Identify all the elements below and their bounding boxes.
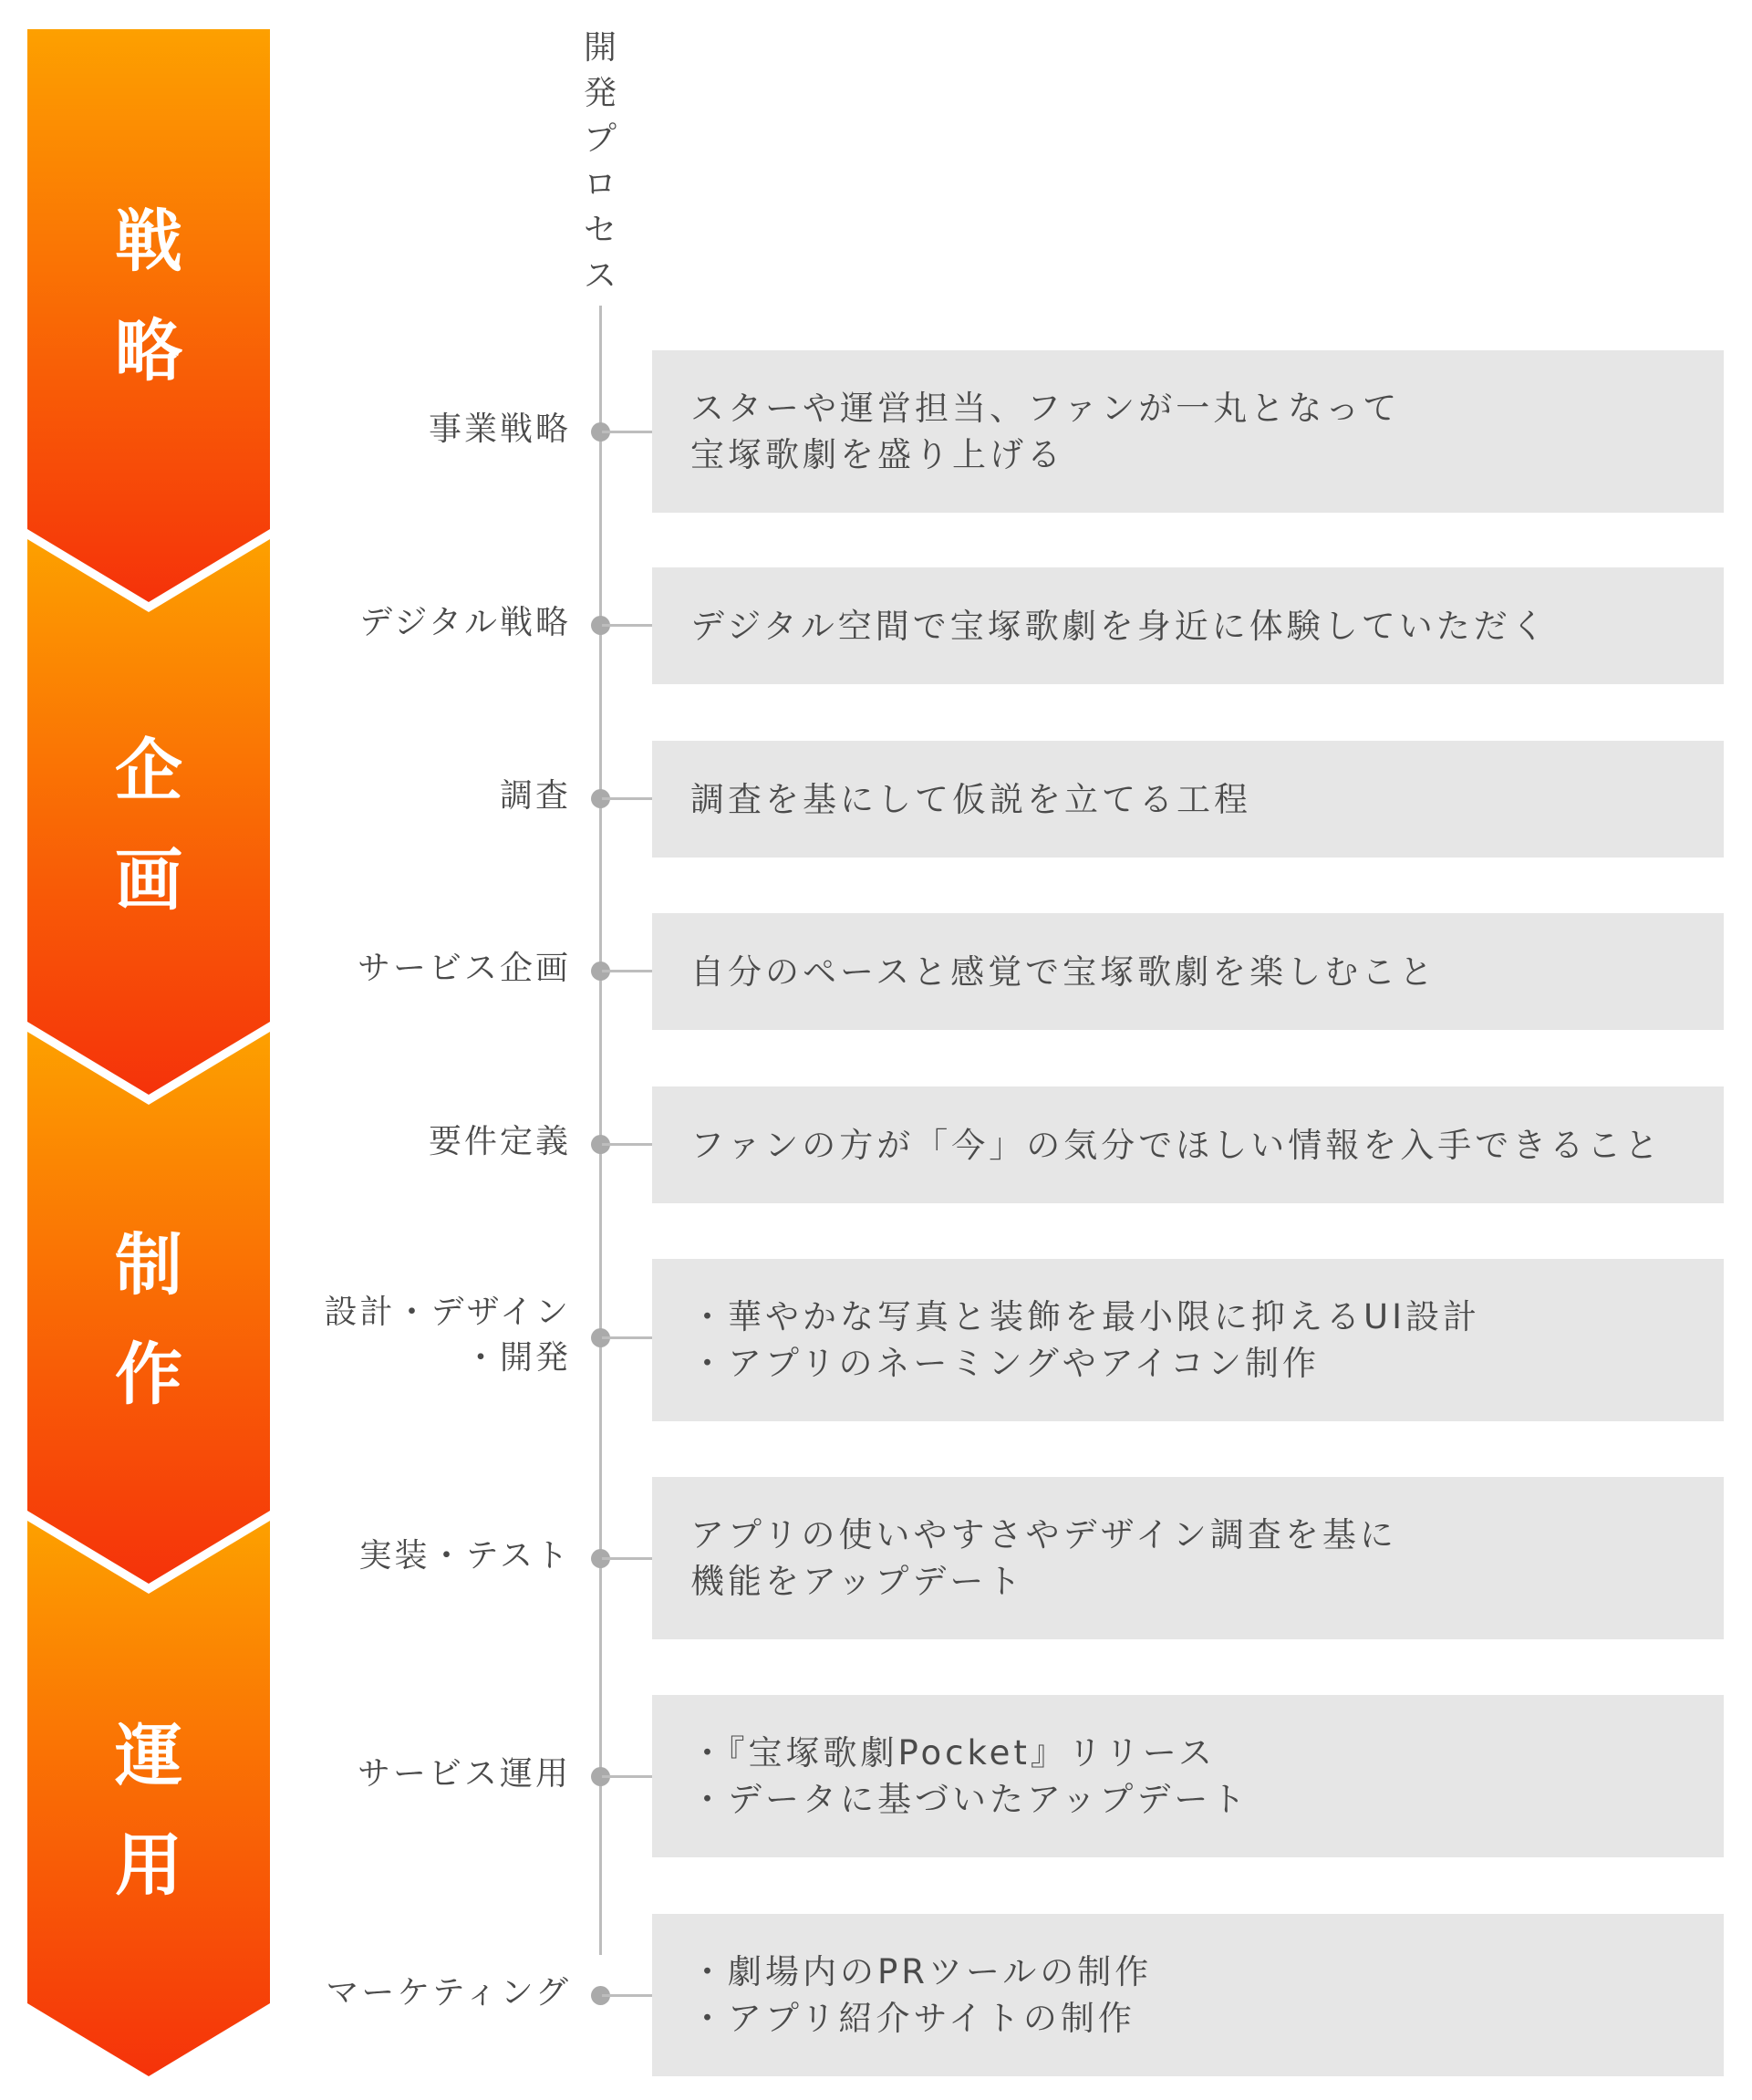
step-description: 自分のペースと感覚で宝塚歌劇を楽しむこと	[690, 951, 1437, 992]
timeline-connector	[602, 1143, 653, 1146]
phase-label-operation-1: 運	[115, 1717, 182, 1795]
diagram-title: 開発プロセス	[583, 29, 617, 295]
phase-label-operation-2: 用	[115, 1826, 182, 1905]
step-description: ・華やかな写真と装飾を最小限に抑えるUI設計 ・アプリのネーミングやアイコン制作	[690, 1297, 1480, 1383]
phase-label-planning-1: 企	[115, 732, 182, 810]
step-description-box	[652, 1477, 1724, 1639]
step-description-box	[652, 350, 1724, 513]
step-label-digital-strategy: デジタル戦略	[359, 604, 571, 641]
phase-label-strategy-1: 戦	[115, 203, 182, 281]
step-label-design-development: 設計・デザイン ・開発	[324, 1294, 571, 1377]
step-label-service-operation: サービス運用	[357, 1755, 571, 1793]
phase-label-strategy-2: 略	[115, 312, 182, 390]
step-label-business-strategy: 事業戦略	[428, 411, 571, 448]
step-description: アプリの使いやすさやデザイン調査を基に 機能をアップデート	[690, 1515, 1397, 1601]
step-label-service-planning: サービス企画	[357, 950, 571, 987]
phase-segment-operation	[27, 1521, 270, 2076]
step-description-box	[652, 567, 1724, 684]
timeline-connector	[602, 624, 653, 627]
step-description: スターや運営担当、ファンが一丸となって 宝塚歌劇を盛り上げる	[690, 389, 1401, 474]
step-description-box	[652, 741, 1724, 858]
step-description-box	[652, 1259, 1724, 1421]
phase-segment-production	[27, 1032, 270, 1584]
step-description: ・『宝塚歌劇Pocket』リリース ・データに基づいたアップデート	[690, 1733, 1249, 1819]
step-description-box	[652, 1086, 1724, 1203]
phase-label-planning-2: 画	[115, 841, 182, 920]
timeline-connector	[602, 1994, 653, 1997]
phase-segment-planning	[27, 539, 270, 1095]
timeline-line	[599, 306, 602, 1955]
step-description: デジタル空間で宝塚歌劇を身近に体験していただく	[690, 606, 1549, 646]
step-label-requirements: 要件定義	[428, 1123, 571, 1160]
step-description-box	[652, 913, 1724, 1030]
step-description: ・劇場内のPRツールの制作 ・アプリ紹介サイトの制作	[690, 1952, 1153, 2038]
timeline-connector	[602, 1336, 653, 1339]
phase-label-production-2: 作	[115, 1336, 182, 1414]
step-label-research: 調査	[499, 777, 571, 815]
step-description: ファンの方が「今」の気分でほしい情報を入手できること	[690, 1125, 1663, 1165]
step-label-marketing: マーケティング	[326, 1974, 571, 2012]
step-description-box	[652, 1914, 1724, 2076]
timeline-connector	[602, 797, 653, 800]
timeline-connector	[602, 431, 653, 433]
step-description-box	[652, 1695, 1724, 1857]
phase-label-production-1: 制	[115, 1226, 182, 1305]
timeline-connector	[602, 970, 653, 972]
timeline-connector	[602, 1775, 653, 1778]
step-description: 調査を基にして仮説を立てる工程	[690, 779, 1251, 819]
step-label-implementation-test: 実装・テスト	[358, 1537, 571, 1575]
timeline-connector	[602, 1557, 653, 1560]
